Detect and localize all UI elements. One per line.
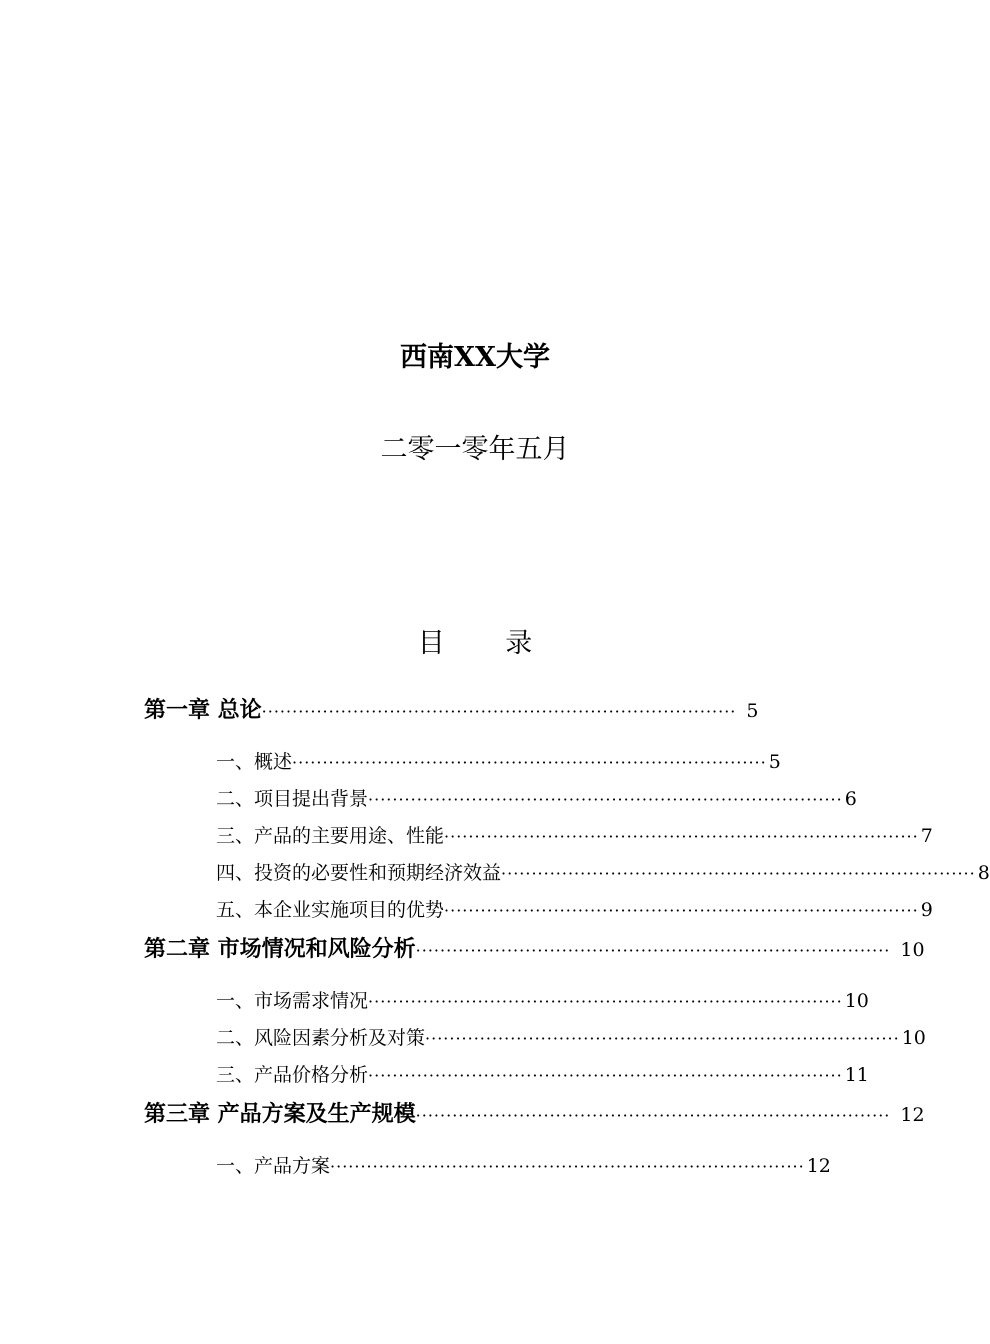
toc-page-number: 10 xyxy=(900,939,925,961)
toc-title: 目 录 xyxy=(417,628,559,659)
toc-leader-dots: ·············································································· xyxy=(330,1157,805,1176)
document-date: 二零一零年五月 xyxy=(380,434,570,465)
toc-page-number: 10 xyxy=(901,1027,926,1049)
toc-page-number: 12 xyxy=(806,1155,831,1177)
toc-page-number: 9 xyxy=(920,899,933,921)
toc-leader-dots: ·············································································· xyxy=(292,753,767,772)
toc-section-2-1[interactable] xyxy=(216,983,869,1020)
toc-section-2-3[interactable] xyxy=(216,1057,869,1094)
toc-section-1-3[interactable] xyxy=(216,818,933,855)
toc-page-number: 6 xyxy=(844,788,857,810)
toc-page-number: 8 xyxy=(977,862,990,884)
toc-leader-dots: ·············································································· xyxy=(501,864,976,883)
toc-section-3-1[interactable] xyxy=(216,1148,831,1185)
toc-leader-dots: ·············································································· xyxy=(415,941,891,960)
toc-page-number: 5 xyxy=(746,700,759,722)
toc-leader-dots: ·············································································· xyxy=(444,901,919,920)
toc-section-label: 二、项目提出背景 xyxy=(216,788,369,810)
toc-leader-dots: ·············································································· xyxy=(425,1029,900,1048)
toc-chapter-label: 第一章 总论 xyxy=(144,697,262,723)
toc-section-label: 四、投资的必要性和预期经济效益 xyxy=(216,862,502,884)
toc-chapter-label: 第三章 产品方案及生产规模 xyxy=(144,1101,416,1127)
toc-section-1-4[interactable] xyxy=(216,855,990,892)
toc-section-label: 五、本企业实施项目的优势 xyxy=(216,899,445,921)
toc-section-label: 三、产品的主要用途、性能 xyxy=(216,825,445,847)
toc-chapter-label: 第二章 市场情况和风险分析 xyxy=(144,936,416,962)
toc-section-label: 三、产品价格分析 xyxy=(216,1064,369,1086)
toc-leader-dots: ·············································································· xyxy=(368,790,843,809)
toc-page-number: 10 xyxy=(844,990,869,1012)
toc-chapter-1[interactable] xyxy=(144,690,759,730)
university-name: 西南XX大学 xyxy=(400,342,550,373)
toc-section-2-2[interactable] xyxy=(216,1020,926,1057)
toc-section-label: 一、市场需求情况 xyxy=(216,990,369,1012)
toc-page-number: 11 xyxy=(844,1064,869,1086)
toc-leader-dots: ·············································································· xyxy=(368,1066,843,1085)
toc-leader-dots: ·············································································· xyxy=(368,992,843,1011)
table-of-contents xyxy=(0,690,990,1185)
toc-section-1-1[interactable] xyxy=(216,744,781,781)
toc-page-number: 12 xyxy=(900,1104,925,1126)
toc-section-1-5[interactable] xyxy=(216,892,933,929)
toc-section-label: 一、概述 xyxy=(216,751,293,773)
toc-page-number: 7 xyxy=(920,825,933,847)
toc-section-label: 一、产品方案 xyxy=(216,1155,331,1177)
toc-chapter-2[interactable] xyxy=(144,929,925,969)
toc-leader-dots: ·············································································· xyxy=(415,1106,891,1125)
toc-section-1-2[interactable] xyxy=(216,781,857,818)
toc-page-number: 5 xyxy=(768,751,781,773)
toc-chapter-3[interactable] xyxy=(144,1094,925,1134)
toc-leader-dots: ·············································································· xyxy=(444,827,919,846)
toc-leader-dots: ·············································································· xyxy=(261,702,737,721)
toc-section-label: 二、风险因素分析及对策 xyxy=(216,1027,426,1049)
